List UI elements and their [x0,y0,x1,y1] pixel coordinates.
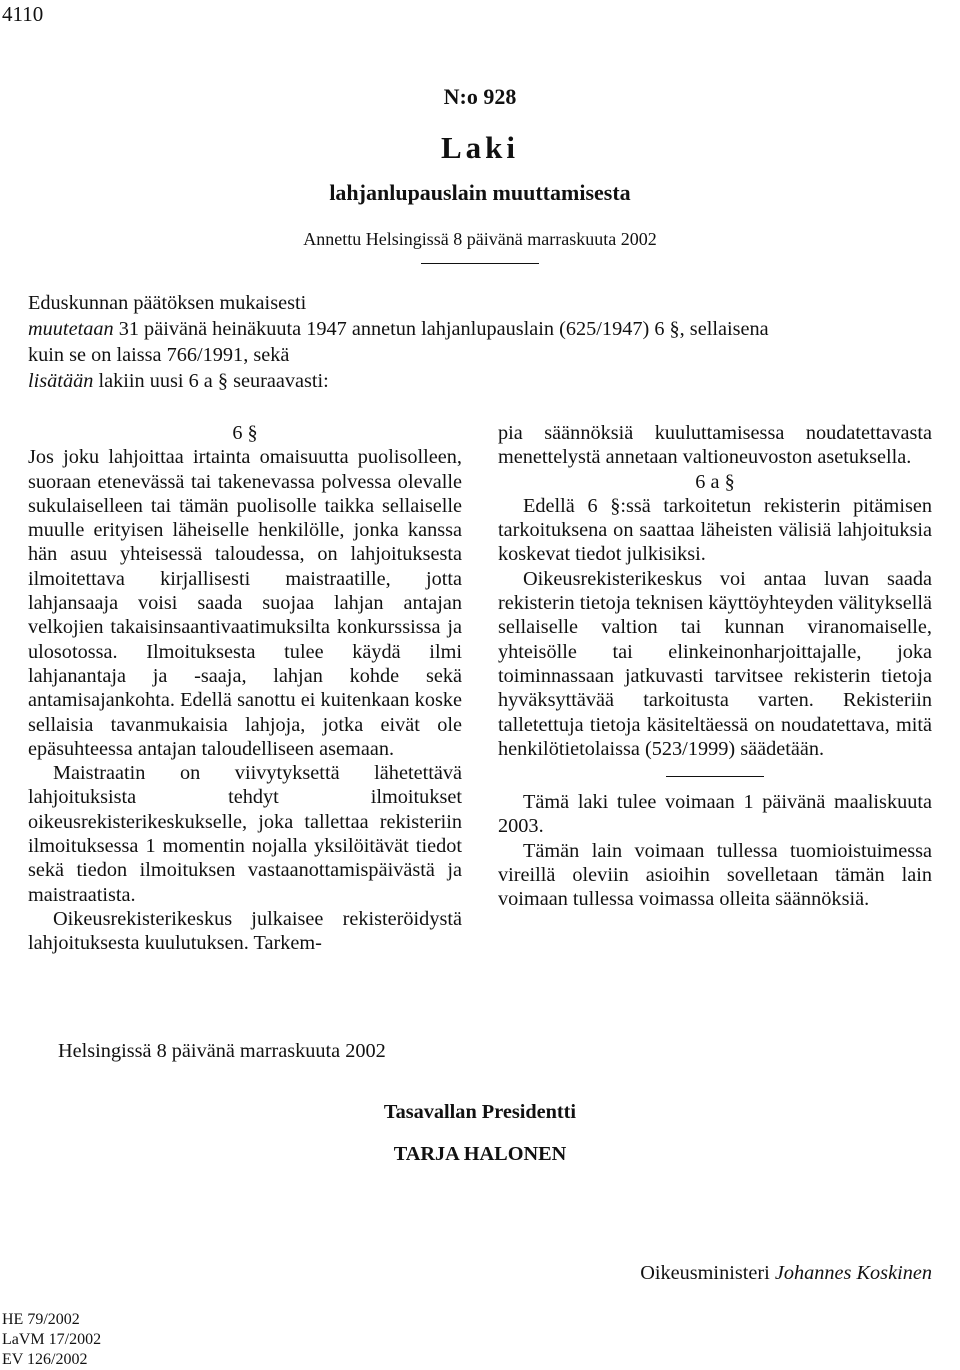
minister-title: Oikeusministeri [640,1262,775,1284]
document-type-heading: Laki [440,130,520,165]
document-subject: lahjanlupauslain muuttamisesta [329,180,631,205]
section-6-paragraph-1: Jos joku lahjoittaa irtainta omaisuutta puolisolleen, suoraan etenevässä tai takenevassa polvessa olevalle sukulaiselleen tai tämän puolisolle taikka sellaiselle muulle erityisen läheiselle henkilölle, jonka kanssa hän asuu yhteisessä taloudessa, on lahjoituksesta ilmoitettava kirjallisesti maistraatille, jotta lahjansaaja voisi saada suojaa lahjan antajan velkojien takaisinsaantivaatimuksilta konkurssissa ja ulosotossa. Ilmoituksesta tulee käydä ilmi lahjanantaja ja -saaja, lahjan kohde sekä antamisajankohta. Edellä sanottu ei kuitenkaan koske sellaisia tavanmukaisia lahjoja, jotka eivät ole epäsuhteessa antajan taloudelliseen asemaan. [28,446,462,760]
section-6-heading: 6 § [232,422,258,444]
issued-date-line: Annettu Helsingissä 8 päivänä marraskuuta 2002 [303,229,657,249]
section-6-paragraph-3: Oikeusrekisterikeskus julkaisee rekisteröidystä lahjoituksesta kuulutuksen. Tarkem- [28,907,462,955]
president-name: TARJA HALONEN [393,1143,567,1165]
reference-item: EV 126/2002 [2,1351,88,1368]
section-divider [666,776,764,777]
entry-into-force-paragraph-2: Tämän lain voimaan tullessa tuomioistuimessa vireillä oleviin asioihin sovelletaan tämän lain voimaan tullessa voimassa olleita säännöksiä. [498,839,932,911]
preamble-text: 31 päivänä heinäkuuta 1947 annetun lahjanlupauslain (625/1947) 6 §, sellaisena [113,318,769,340]
president-title: Tasavallan Presidentti [383,1101,577,1123]
minister-name: Johannes Koskinen [774,1262,932,1284]
preamble-line [28,316,960,342]
page-number: 4110 [2,2,44,26]
section-6-paragraph-3-tail: pia säännöksiä kuuluttamisessa noudatettavasta menettelystä annetaan valtioneuvoston asetuksella. [498,422,932,469]
statute-number: N:o 928 [443,84,517,109]
section-6a-paragraph-2: Oikeusrekisterikeskus voi antaa luvan saada rekisterin tietoja teknisen käyttöyhteyden välityksellä sellaiselle valtion tai kunnan viranomaiselle, yhteisölle tai elinkeinonharjoittajalle, joka toiminnassaan jatkuvasti tarvitsee rekisterin tietoja hyväksyttävää tarkoitusta varten. Rekisteriin talletettuja tietoja käsiteltäessä on noudatettava, mitä henkilötietolaissa (523/1999) säädetään. [498,567,932,760]
preamble-line [28,368,960,394]
entry-into-force-paragraph-1: Tämä laki tulee voimaan 1 päivänä maaliskuuta 2003. [498,791,932,838]
minister-signature [640,1262,932,1285]
preamble-text: lakiin uusi 6 a § seuraavasti: [93,370,329,392]
preamble-line: kuin se on laissa 766/1991, sekä [28,344,290,366]
section-6-paragraph-2: Maistraatin on viivytyksettä lähetettävä lahjoituksista tehdyt ilmoitukset oikeusrekisterikeskukselle, joka tallettaa rekisteriin ilmoituksessa 1 momentin nojalla yksilöitävät tiedot sekä tiedon ilmoituksen vastaanottamispäivästä ja maistraatista. [28,762,462,906]
signing-place-date: Helsingissä 8 päivänä marraskuuta 2002 [58,1040,386,1062]
preamble-line: Eduskunnan päätöksen mukaisesti [28,292,307,314]
heading-divider [421,263,539,264]
section-6a-heading: 6 a § [695,470,735,493]
preamble-keyword: muutetaan [28,318,114,340]
reference-item: LaVM 17/2002 [2,1331,102,1348]
parliamentary-references [2,1310,101,1370]
right-column [498,421,932,912]
left-column [28,421,462,956]
reference-item: HE 79/2002 [2,1311,80,1328]
section-6a-paragraph-1: Edellä 6 §:ssä tarkoitetun rekisterin pitämisen tarkoituksena on saattaa läheisten välisiä lahjoituksia koskevat tiedot julkisiksi. [498,494,932,566]
preamble-keyword: lisätään [28,370,94,392]
section-6-paragraph-3-continued [498,421,932,470]
preamble [28,290,960,394]
